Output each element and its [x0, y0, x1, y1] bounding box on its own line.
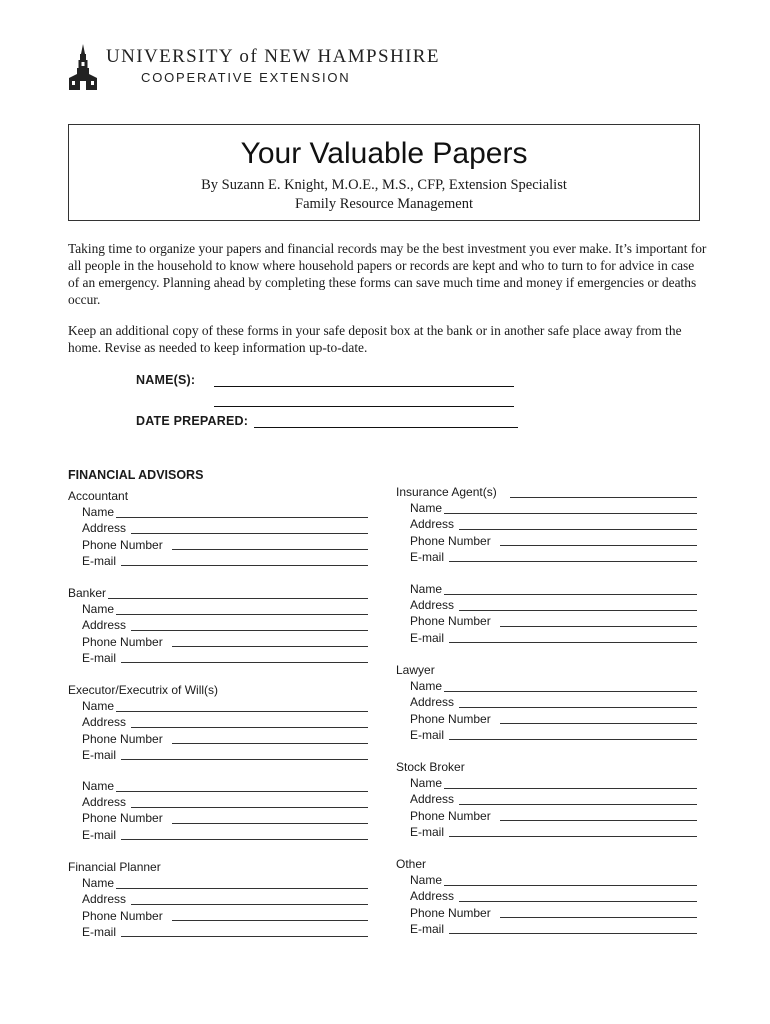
- phone-label: Phone Number: [82, 811, 163, 826]
- address-label: Address: [82, 892, 127, 907]
- stock-broker-group: [396, 759, 697, 840]
- email-label: E-mail: [82, 827, 117, 842]
- executor-group: [68, 682, 368, 763]
- executor2-address-line[interactable]: [131, 807, 368, 808]
- lawyer-group: [396, 662, 697, 743]
- banker-phone-line[interactable]: [172, 646, 368, 647]
- names-label: NAME(S):: [136, 373, 196, 387]
- lawyer-address-line[interactable]: [459, 707, 697, 708]
- insurance-agent-title: Insurance Agent(s): [396, 485, 497, 499]
- accountant-name-line[interactable]: [116, 517, 368, 518]
- broker-address-line[interactable]: [459, 804, 697, 805]
- email-label: E-mail: [410, 921, 445, 936]
- name-label: Name: [410, 873, 443, 888]
- insurance2-name-line[interactable]: [444, 594, 697, 595]
- executor2-email-line[interactable]: [121, 839, 368, 840]
- phone-label: Phone Number: [82, 908, 163, 923]
- phone-label: Phone Number: [82, 537, 163, 552]
- banker-address-line[interactable]: [131, 630, 368, 631]
- banker-line[interactable]: [108, 598, 368, 599]
- unh-logo: [66, 44, 440, 90]
- insurance-agent-line[interactable]: [510, 497, 697, 498]
- address-label: Address: [82, 715, 127, 730]
- accountant-phone-line[interactable]: [172, 549, 368, 550]
- address-label: Address: [82, 521, 127, 536]
- phone-label: Phone Number: [410, 808, 491, 823]
- broker-name-line[interactable]: [444, 788, 697, 789]
- insurance-second-group: [396, 581, 697, 646]
- planner-name-line[interactable]: [116, 888, 368, 889]
- name-label: Name: [410, 679, 443, 694]
- extension-name: COOPERATIVE EXTENSION: [141, 70, 351, 85]
- accountant-email-line[interactable]: [121, 565, 368, 566]
- insurance2-email-line[interactable]: [449, 642, 697, 643]
- name-label: Name: [410, 582, 443, 596]
- financial-planner-title: Financial Planner: [68, 860, 161, 874]
- executor-name-line[interactable]: [116, 711, 368, 712]
- lawyer-email-line[interactable]: [449, 739, 697, 740]
- address-label: Address: [410, 695, 455, 710]
- lawyer-name-line[interactable]: [444, 691, 697, 692]
- phone-label: Phone Number: [410, 711, 491, 726]
- email-label: E-mail: [82, 553, 117, 568]
- email-label: E-mail: [82, 924, 117, 939]
- other-title: Other: [396, 857, 427, 871]
- email-label: E-mail: [82, 747, 117, 762]
- executor2-name-line[interactable]: [116, 791, 368, 792]
- email-label: E-mail: [82, 650, 117, 665]
- address-label: Address: [410, 517, 455, 532]
- email-label: E-mail: [410, 630, 445, 645]
- name-label: Name: [410, 501, 443, 516]
- executor-title: Executor/Executrix of Will(s): [68, 683, 219, 697]
- executor-phone-line[interactable]: [172, 743, 368, 744]
- insurance-agent-group: [396, 484, 697, 565]
- financial-advisors-heading: FINANCIAL ADVISORS: [68, 468, 204, 482]
- name-label: Name: [82, 779, 115, 793]
- name-label: Name: [410, 776, 443, 791]
- other-email-line[interactable]: [449, 933, 697, 934]
- accountant-address-line[interactable]: [131, 533, 368, 534]
- broker-phone-line[interactable]: [500, 820, 697, 821]
- insurance-phone-line[interactable]: [500, 545, 697, 546]
- intro-paragraph-1: Taking time to organize your papers and financial records may be the best investment you ever make. It’s important for all people in the household to know where household papers or records are kept and who to turn to for advice in case of an emergency. Planning ahead by completing these forms can save much time and money if emergencies or deaths occur.: [68, 241, 707, 307]
- phone-label: Phone Number: [410, 533, 491, 548]
- executor2-phone-line[interactable]: [172, 823, 368, 824]
- other-name-line[interactable]: [444, 885, 697, 886]
- banker-title: Banker: [68, 586, 107, 600]
- phone-label: Phone Number: [82, 634, 163, 649]
- author-byline: By Suzann E. Knight, M.O.E., M.S., CFP, Extension Specialist: [201, 177, 567, 193]
- banker-email-line[interactable]: [121, 662, 368, 663]
- address-label: Address: [410, 889, 455, 904]
- thompson-hall-tower-icon: [66, 44, 100, 90]
- planner-address-line[interactable]: [131, 904, 368, 905]
- banker-group: [68, 585, 368, 666]
- name-label: Name: [82, 699, 115, 714]
- email-label: E-mail: [410, 727, 445, 742]
- address-label: Address: [410, 598, 455, 613]
- other-address-line[interactable]: [459, 901, 697, 902]
- executor-email-line[interactable]: [121, 759, 368, 760]
- other-phone-line[interactable]: [500, 917, 697, 918]
- phone-label: Phone Number: [410, 905, 491, 920]
- name-label: Name: [82, 505, 115, 520]
- name-label: Name: [82, 602, 115, 617]
- executor-address-line[interactable]: [131, 727, 368, 728]
- date-prepared-line[interactable]: [254, 427, 518, 428]
- address-label: Address: [82, 795, 127, 810]
- department: Family Resource Management: [295, 196, 473, 212]
- insurance-email-line[interactable]: [449, 561, 697, 562]
- title-box: [68, 124, 700, 221]
- names-line-1[interactable]: [214, 386, 514, 387]
- broker-email-line[interactable]: [449, 836, 697, 837]
- other-group: [396, 856, 697, 937]
- names-line-2[interactable]: [214, 406, 514, 407]
- accountant-title: Accountant: [68, 489, 129, 503]
- university-name: UNIVERSITY of NEW HAMPSHIRE: [106, 46, 440, 67]
- email-label: E-mail: [410, 549, 445, 564]
- date-prepared-label: DATE PREPARED:: [136, 414, 249, 428]
- insurance-address-line[interactable]: [459, 529, 697, 530]
- phone-label: Phone Number: [82, 731, 163, 746]
- intro-paragraph-2: Keep an additional copy of these forms in your safe deposit box at the bank or in another safe place away from the home. Revise as needed to keep information up-to-date.: [68, 323, 682, 355]
- page-title: Your Valuable Papers: [240, 137, 528, 170]
- name-label: Name: [82, 876, 115, 891]
- accountant-group: [68, 488, 368, 569]
- banker-name-line[interactable]: [116, 614, 368, 615]
- lawyer-phone-line[interactable]: [500, 723, 697, 724]
- address-label: Address: [410, 792, 455, 807]
- phone-label: Phone Number: [410, 614, 491, 629]
- executor-second-group: [68, 778, 368, 843]
- address-label: Address: [82, 618, 127, 633]
- insurance-name-line[interactable]: [444, 513, 697, 514]
- planner-phone-line[interactable]: [172, 920, 368, 921]
- insurance2-phone-line[interactable]: [500, 626, 697, 627]
- email-label: E-mail: [410, 824, 445, 839]
- stock-broker-title: Stock Broker: [396, 760, 465, 774]
- lawyer-title: Lawyer: [396, 663, 435, 677]
- financial-planner-group: [68, 859, 368, 940]
- insurance2-address-line[interactable]: [459, 610, 697, 611]
- planner-email-line[interactable]: [121, 936, 368, 937]
